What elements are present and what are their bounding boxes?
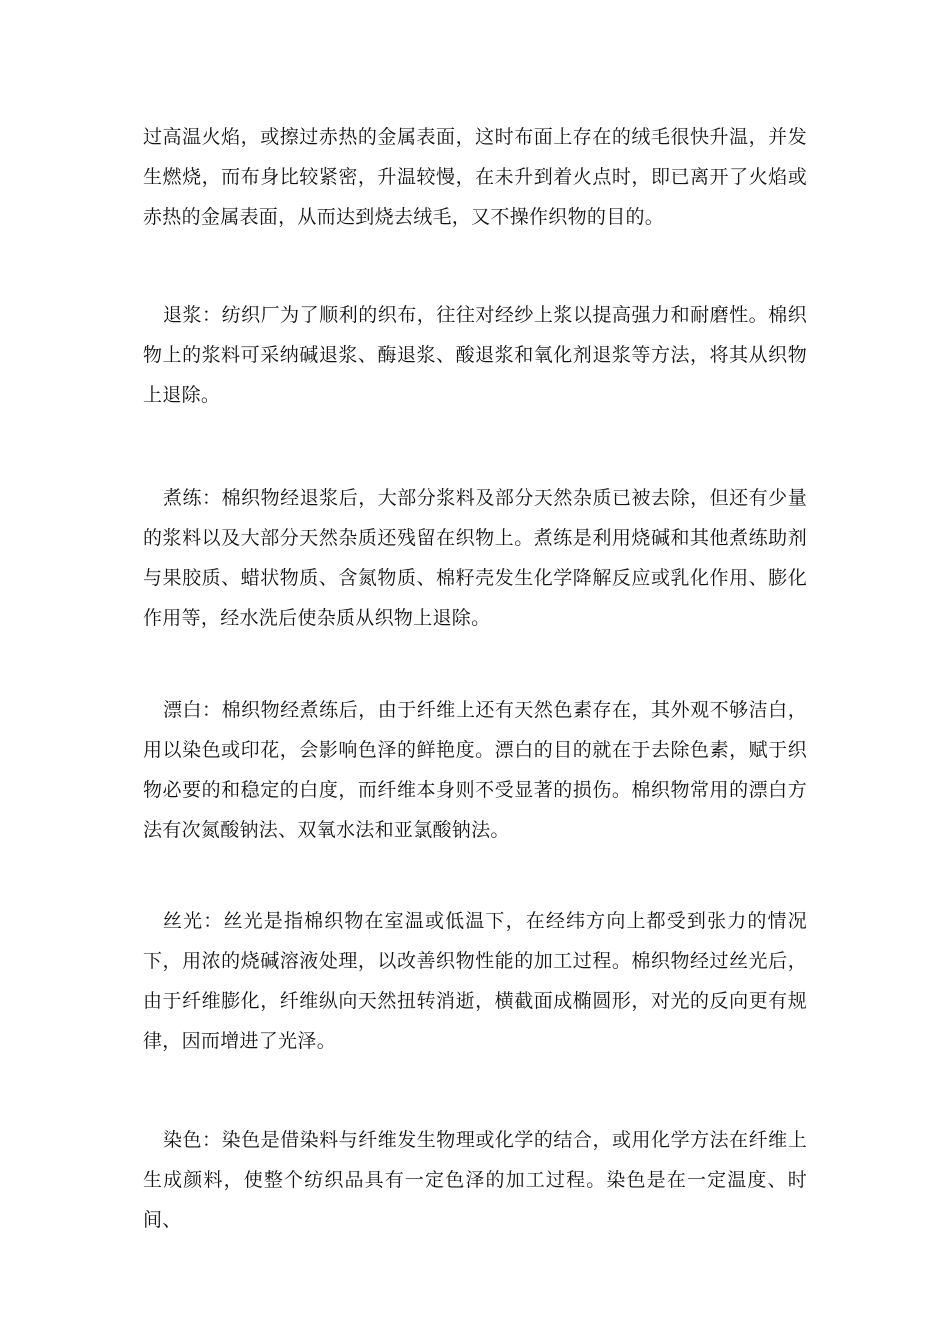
paragraph-dyeing: 染色：染色是借染料与纤维发生物理或化学的结合，或用化学方法在纤维上生成颜料，使整个纺织品具有一定色泽的加工过程。染色是在一定温度、时间、 [143, 1129, 807, 1231]
paragraph-mercerizing: 丝光：丝光是指棉织物在室温或低温下，在经纬方向上都受到张力的情况下，用浓的烧碱溶液处理，以改善织物性能的加工过程。棉织物经过丝光后，由于纤维膨化，纤维纵向天然扭转消逝，横截面成椭圆形，对光的反向更有规律，因而增进了光泽。 [143, 910, 807, 1052]
paragraph-desizing: 退浆：纺织厂为了顺利的织布，往往对经纱上浆以提高强力和耐磨性。棉织物上的浆料可采纳碱退浆、酶退浆、酸退浆和氧化剂退浆等方法，将其从织物上退除。 [143, 304, 807, 406]
paragraph-bleaching: 漂白：棉织物经煮练后，由于纤维上还有天然色素存在，其外观不够洁白，用以染色或印花，会影响色泽的鲜艳度。漂白的目的就在于去除色素，赋于织物必要的和稳定的白度，而纤维本身则不受显著的损伤。棉织物常用的漂白方法有次氮酸钠法、双氧水法和亚氯酸钠法。 [143, 699, 807, 841]
paragraph-scouring: 煮练：棉织物经退浆后，大部分浆料及部分天然杂质已被去除，但还有少量的浆料以及大部分天然杂质还残留在织物上。煮练是利用烧碱和其他煮练助剂与果胶质、蜡状物质、含氮物质、棉籽壳发生化学降解反应或乳化作用、膨化作用等，经水洗后使杂质从织物上退除。 [143, 487, 807, 629]
paragraph-singeing-continued: 过高温火焰，或擦过赤热的金属表面，这时布面上存在的绒毛很快升温，并发生燃烧，而布身比较紧密，升温较慢，在未升到着火点时，即已离开了火焰或赤热的金属表面，从而达到烧去绒毛，又不操作织物的目的。 [143, 126, 807, 228]
